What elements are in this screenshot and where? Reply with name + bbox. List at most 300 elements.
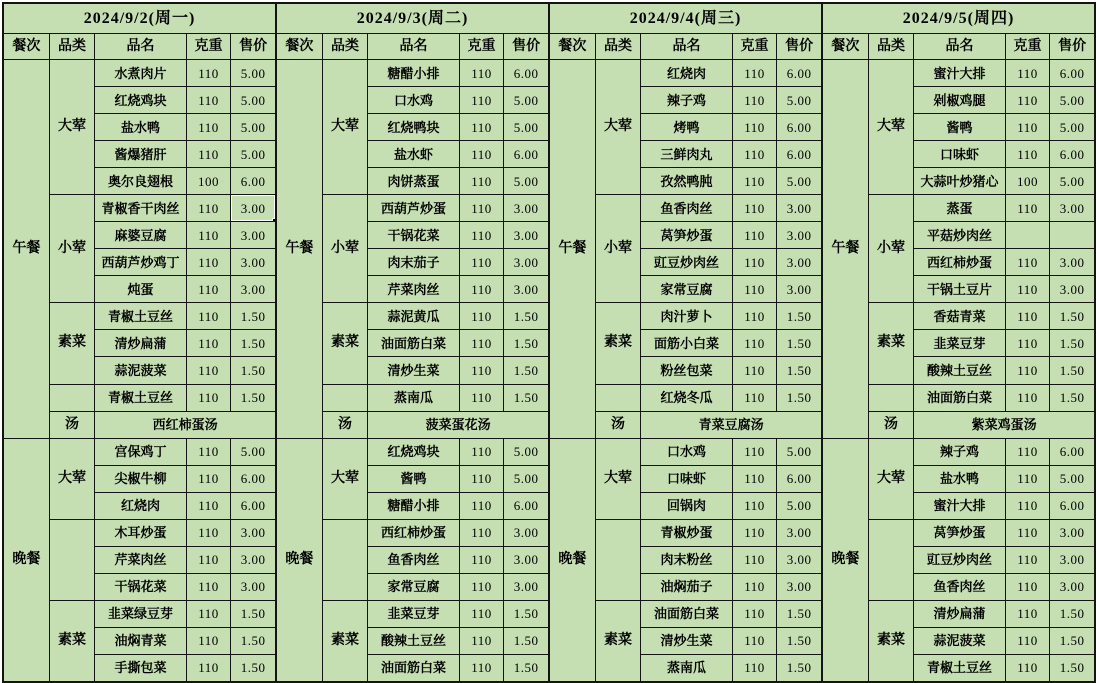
- category-cell-empty[interactable]: [596, 385, 641, 411]
- soup-name-cell[interactable]: 青菜豆腐汤: [641, 412, 821, 438]
- category-cell[interactable]: 素菜: [323, 303, 368, 383]
- dish-name-cell[interactable]: 盐水虾: [368, 141, 458, 167]
- dish-name-cell[interactable]: 烤鸭: [641, 114, 731, 140]
- weight-cell[interactable]: 110: [460, 87, 504, 113]
- weight-cell[interactable]: 110: [187, 249, 231, 275]
- weight-cell[interactable]: 110: [1006, 385, 1050, 411]
- price-cell[interactable]: 3.00: [504, 574, 548, 600]
- price-cell[interactable]: 3.00: [777, 222, 821, 248]
- price-cell[interactable]: 3.00: [504, 276, 548, 302]
- weight-cell[interactable]: 110: [1006, 493, 1050, 519]
- price-cell[interactable]: 6.00: [504, 141, 548, 167]
- dish-name-cell[interactable]: 口味虾: [641, 466, 731, 492]
- weight-cell[interactable]: 110: [187, 601, 231, 627]
- weight-cell[interactable]: 110: [187, 385, 231, 411]
- dish-name-cell[interactable]: 豇豆炒肉丝: [914, 547, 1004, 573]
- price-cell[interactable]: [1050, 222, 1094, 248]
- dish-name-cell[interactable]: 酱鸭: [914, 114, 1004, 140]
- dish-name-cell[interactable]: 奥尔良翅根: [95, 168, 185, 194]
- price-cell[interactable]: 1.50: [231, 330, 275, 356]
- weight-cell[interactable]: 110: [187, 547, 231, 573]
- weight-cell[interactable]: 110: [460, 547, 504, 573]
- column-header-category[interactable]: 品类: [323, 34, 368, 59]
- dish-name-cell[interactable]: 家常豆腐: [641, 276, 731, 302]
- dish-name-cell[interactable]: 粉丝包菜: [641, 357, 731, 383]
- dish-name-cell[interactable]: 红烧鸭块: [368, 114, 458, 140]
- price-cell[interactable]: 1.50: [504, 655, 548, 681]
- price-cell[interactable]: 1.50: [231, 357, 275, 383]
- selected-cell[interactable]: 3.00: [231, 195, 275, 221]
- weight-cell[interactable]: 110: [733, 628, 777, 654]
- weight-cell[interactable]: 110: [187, 439, 231, 465]
- weight-cell[interactable]: 110: [733, 547, 777, 573]
- price-cell[interactable]: 1.50: [231, 601, 275, 627]
- dish-name-cell[interactable]: 油面筋白菜: [368, 330, 458, 356]
- dish-name-cell[interactable]: 芹菜肉丝: [95, 547, 185, 573]
- weight-cell[interactable]: 110: [187, 195, 231, 221]
- weight-cell[interactable]: 100: [187, 168, 231, 194]
- weight-cell[interactable]: 110: [1006, 195, 1050, 221]
- dish-name-cell[interactable]: 红烧肉: [95, 493, 185, 519]
- dish-name-cell[interactable]: 清炒生菜: [368, 357, 458, 383]
- price-cell[interactable]: 3.00: [1050, 249, 1094, 275]
- category-cell[interactable]: 大荤: [869, 439, 914, 519]
- category-cell[interactable]: 大荤: [323, 439, 368, 519]
- weight-cell[interactable]: 110: [1006, 249, 1050, 275]
- price-cell[interactable]: 3.00: [777, 547, 821, 573]
- column-header-dish[interactable]: 品名: [95, 34, 185, 59]
- category-cell[interactable]: 素菜: [323, 601, 368, 681]
- weight-cell[interactable]: 110: [460, 601, 504, 627]
- weight-cell[interactable]: 110: [187, 87, 231, 113]
- weight-cell[interactable]: 110: [733, 385, 777, 411]
- weight-cell[interactable]: 110: [733, 330, 777, 356]
- price-cell[interactable]: 1.50: [231, 385, 275, 411]
- price-cell[interactable]: 1.50: [1050, 385, 1094, 411]
- weight-cell[interactable]: 110: [1006, 87, 1050, 113]
- meal-cell[interactable]: 午餐: [823, 60, 868, 438]
- weight-cell[interactable]: 110: [460, 655, 504, 681]
- dish-name-cell[interactable]: 清炒扁蒲: [914, 601, 1004, 627]
- dish-name-cell[interactable]: 芹菜肉丝: [368, 276, 458, 302]
- dish-name-cell[interactable]: 油面筋白菜: [641, 601, 731, 627]
- weight-cell[interactable]: 110: [460, 276, 504, 302]
- weight-cell[interactable]: 110: [733, 141, 777, 167]
- column-header-dish[interactable]: 品名: [914, 34, 1004, 59]
- column-header-weight[interactable]: 克重: [733, 34, 777, 59]
- soup-name-cell[interactable]: 紫菜鸡蛋汤: [914, 412, 1094, 438]
- weight-cell[interactable]: 110: [1006, 628, 1050, 654]
- price-cell[interactable]: 6.00: [1050, 141, 1094, 167]
- price-cell[interactable]: 5.00: [777, 87, 821, 113]
- price-cell[interactable]: 1.50: [231, 303, 275, 329]
- weight-cell[interactable]: 110: [733, 168, 777, 194]
- price-cell[interactable]: 6.00: [504, 60, 548, 86]
- weight-cell[interactable]: 110: [187, 628, 231, 654]
- category-cell[interactable]: 素菜: [596, 601, 641, 681]
- weight-cell[interactable]: 110: [1006, 547, 1050, 573]
- column-header-price[interactable]: 售价: [777, 34, 821, 59]
- price-cell[interactable]: 1.50: [777, 357, 821, 383]
- date-title[interactable]: 2024/9/4(周三): [550, 4, 821, 33]
- price-cell[interactable]: 1.50: [777, 303, 821, 329]
- weight-cell[interactable]: 110: [187, 655, 231, 681]
- price-cell[interactable]: 3.00: [1050, 547, 1094, 573]
- dish-name-cell[interactable]: 莴笋炒蛋: [914, 520, 1004, 546]
- column-header-price[interactable]: 售价: [1050, 34, 1094, 59]
- weight-cell[interactable]: 110: [187, 520, 231, 546]
- weight-cell[interactable]: 110: [187, 141, 231, 167]
- price-cell[interactable]: 3.00: [1050, 574, 1094, 600]
- column-header-weight[interactable]: 克重: [460, 34, 504, 59]
- price-cell[interactable]: 3.00: [1050, 276, 1094, 302]
- category-cell[interactable]: 小荤: [323, 195, 368, 302]
- meal-cell[interactable]: 晚餐: [550, 439, 595, 681]
- dish-name-cell[interactable]: 蒜泥黄瓜: [368, 303, 458, 329]
- dish-name-cell[interactable]: 盐水鸭: [95, 114, 185, 140]
- price-cell[interactable]: 3.00: [231, 249, 275, 275]
- dish-name-cell[interactable]: 韭菜豆芽: [368, 601, 458, 627]
- price-cell[interactable]: 1.50: [504, 303, 548, 329]
- column-header-price[interactable]: 售价: [231, 34, 275, 59]
- dish-name-cell[interactable]: 青椒土豆丝: [95, 303, 185, 329]
- price-cell[interactable]: 6.00: [1050, 493, 1094, 519]
- dish-name-cell[interactable]: 清炒扁蒲: [95, 330, 185, 356]
- price-cell[interactable]: 1.50: [777, 601, 821, 627]
- price-cell[interactable]: 5.00: [1050, 87, 1094, 113]
- category-cell-empty[interactable]: [323, 385, 368, 411]
- dish-name-cell[interactable]: 酱鸭: [368, 466, 458, 492]
- weight-cell[interactable]: 110: [1006, 276, 1050, 302]
- weight-cell[interactable]: 110: [733, 357, 777, 383]
- column-header-category[interactable]: 品类: [869, 34, 914, 59]
- price-cell[interactable]: 1.50: [504, 385, 548, 411]
- weight-cell[interactable]: 110: [187, 466, 231, 492]
- weight-cell[interactable]: 110: [460, 303, 504, 329]
- dish-name-cell[interactable]: 鱼香肉丝: [368, 547, 458, 573]
- weight-cell[interactable]: 110: [733, 195, 777, 221]
- dish-name-cell[interactable]: 尖椒牛柳: [95, 466, 185, 492]
- weight-cell[interactable]: 110: [187, 330, 231, 356]
- dish-name-cell[interactable]: 青椒香干肉丝: [95, 195, 185, 221]
- price-cell[interactable]: 5.00: [231, 439, 275, 465]
- soup-name-cell[interactable]: 菠菜蛋花汤: [368, 412, 548, 438]
- dish-name-cell[interactable]: 干锅土豆片: [914, 276, 1004, 302]
- weight-cell[interactable]: 110: [460, 222, 504, 248]
- category-cell[interactable]: 素菜: [50, 601, 95, 681]
- dish-name-cell[interactable]: 剁椒鸡腿: [914, 87, 1004, 113]
- weight-cell[interactable]: 110: [733, 114, 777, 140]
- meal-cell[interactable]: 午餐: [550, 60, 595, 438]
- price-cell[interactable]: 1.50: [1050, 628, 1094, 654]
- meal-cell[interactable]: 晚餐: [4, 439, 49, 681]
- dish-name-cell[interactable]: 蒸蛋: [914, 195, 1004, 221]
- price-cell[interactable]: 3.00: [504, 547, 548, 573]
- price-cell[interactable]: 3.00: [777, 249, 821, 275]
- weight-cell[interactable]: 110: [187, 60, 231, 86]
- weight-cell[interactable]: 110: [1006, 655, 1050, 681]
- dish-name-cell[interactable]: 豇豆炒肉丝: [641, 249, 731, 275]
- weight-cell[interactable]: 110: [187, 303, 231, 329]
- price-cell[interactable]: 5.00: [777, 493, 821, 519]
- dish-name-cell[interactable]: 蜜汁大排: [914, 493, 1004, 519]
- column-header-category[interactable]: 品类: [50, 34, 95, 59]
- weight-cell[interactable]: 110: [460, 195, 504, 221]
- dish-name-cell[interactable]: 莴笋炒蛋: [641, 222, 731, 248]
- price-cell[interactable]: 6.00: [777, 466, 821, 492]
- dish-name-cell[interactable]: 香菇青菜: [914, 303, 1004, 329]
- dish-name-cell[interactable]: 家常豆腐: [368, 574, 458, 600]
- price-cell[interactable]: 1.50: [777, 655, 821, 681]
- weight-cell[interactable]: 110: [733, 520, 777, 546]
- price-cell[interactable]: 6.00: [1050, 60, 1094, 86]
- price-cell[interactable]: 1.50: [504, 330, 548, 356]
- date-title[interactable]: 2024/9/5(周四): [823, 4, 1094, 33]
- column-header-category[interactable]: 品类: [596, 34, 641, 59]
- price-cell[interactable]: 1.50: [1050, 601, 1094, 627]
- weight-cell[interactable]: 110: [733, 222, 777, 248]
- dish-name-cell[interactable]: 糖醋小排: [368, 493, 458, 519]
- price-cell[interactable]: 5.00: [504, 168, 548, 194]
- weight-cell[interactable]: 110: [460, 520, 504, 546]
- meal-cell[interactable]: 午餐: [277, 60, 322, 438]
- price-cell[interactable]: 1.50: [777, 330, 821, 356]
- dish-name-cell[interactable]: 干锅花菜: [368, 222, 458, 248]
- weight-cell[interactable]: 110: [460, 330, 504, 356]
- weight-cell[interactable]: 110: [1006, 520, 1050, 546]
- category-cell[interactable]: 素菜: [50, 303, 95, 383]
- weight-cell[interactable]: 110: [1006, 114, 1050, 140]
- price-cell[interactable]: 3.00: [777, 276, 821, 302]
- category-cell[interactable]: 小荤: [596, 195, 641, 302]
- soup-name-cell[interactable]: 西红柿蛋汤: [95, 412, 275, 438]
- price-cell[interactable]: 1.50: [1050, 357, 1094, 383]
- category-cell[interactable]: 大荤: [50, 439, 95, 519]
- dish-name-cell[interactable]: 麻婆豆腐: [95, 222, 185, 248]
- dish-name-cell[interactable]: 蒜泥菠菜: [914, 628, 1004, 654]
- category-cell-empty[interactable]: [50, 520, 95, 600]
- column-header-meal[interactable]: 餐次: [550, 34, 595, 59]
- column-header-dish[interactable]: 品名: [641, 34, 731, 59]
- meal-cell[interactable]: 晚餐: [823, 439, 868, 681]
- weight-cell[interactable]: 110: [1006, 357, 1050, 383]
- weight-cell[interactable]: 110: [733, 655, 777, 681]
- weight-cell[interactable]: 110: [460, 249, 504, 275]
- dish-name-cell[interactable]: 青椒土豆丝: [914, 655, 1004, 681]
- price-cell[interactable]: 3.00: [231, 520, 275, 546]
- weight-cell[interactable]: 110: [1006, 601, 1050, 627]
- category-cell[interactable]: 素菜: [869, 601, 914, 681]
- dish-name-cell[interactable]: 油焖青菜: [95, 628, 185, 654]
- price-cell[interactable]: 5.00: [504, 114, 548, 140]
- price-cell[interactable]: 5.00: [231, 60, 275, 86]
- dish-name-cell[interactable]: 油焖茄子: [641, 574, 731, 600]
- date-title[interactable]: 2024/9/2(周一): [4, 4, 275, 33]
- category-cell[interactable]: 大荤: [869, 60, 914, 194]
- column-header-weight[interactable]: 克重: [1006, 34, 1050, 59]
- price-cell[interactable]: 1.50: [1050, 330, 1094, 356]
- dish-name-cell[interactable]: 宫保鸡丁: [95, 439, 185, 465]
- price-cell[interactable]: 3.00: [504, 222, 548, 248]
- dish-name-cell[interactable]: 油面筋白菜: [914, 385, 1004, 411]
- price-cell[interactable]: 6.00: [231, 466, 275, 492]
- price-cell[interactable]: 1.50: [504, 357, 548, 383]
- dish-name-cell[interactable]: 炖蛋: [95, 276, 185, 302]
- column-header-meal[interactable]: 餐次: [4, 34, 49, 59]
- price-cell[interactable]: 3.00: [504, 520, 548, 546]
- dish-name-cell[interactable]: 平菇炒肉丝: [914, 222, 1004, 248]
- price-cell[interactable]: 3.00: [231, 276, 275, 302]
- price-cell[interactable]: 6.00: [777, 60, 821, 86]
- category-cell-empty[interactable]: [869, 520, 914, 600]
- dish-name-cell[interactable]: 肉末茄子: [368, 249, 458, 275]
- price-cell[interactable]: 1.50: [504, 628, 548, 654]
- dish-name-cell[interactable]: 红烧肉: [641, 60, 731, 86]
- dish-name-cell[interactable]: 肉饼蒸蛋: [368, 168, 458, 194]
- price-cell[interactable]: 1.50: [231, 655, 275, 681]
- price-cell[interactable]: 3.00: [504, 249, 548, 275]
- weight-cell[interactable]: 110: [460, 466, 504, 492]
- price-cell[interactable]: 3.00: [777, 574, 821, 600]
- dish-name-cell[interactable]: 辣子鸡: [641, 87, 731, 113]
- weight-cell[interactable]: 110: [460, 60, 504, 86]
- price-cell[interactable]: 6.00: [231, 493, 275, 519]
- price-cell[interactable]: 3.00: [777, 520, 821, 546]
- column-header-price[interactable]: 售价: [504, 34, 548, 59]
- dish-name-cell[interactable]: 西红柿炒蛋: [368, 520, 458, 546]
- weight-cell[interactable]: 110: [1006, 141, 1050, 167]
- weight-cell[interactable]: 100: [1006, 168, 1050, 194]
- price-cell[interactable]: 5.00: [777, 168, 821, 194]
- category-cell-empty[interactable]: [869, 385, 914, 411]
- dish-name-cell[interactable]: 西葫芦炒蛋: [368, 195, 458, 221]
- weight-cell[interactable]: 110: [1006, 60, 1050, 86]
- column-header-dish[interactable]: 品名: [368, 34, 458, 59]
- price-cell[interactable]: 3.00: [231, 222, 275, 248]
- weight-cell[interactable]: 110: [1006, 330, 1050, 356]
- weight-cell[interactable]: 110: [187, 276, 231, 302]
- price-cell[interactable]: 6.00: [504, 493, 548, 519]
- price-cell[interactable]: 5.00: [1050, 466, 1094, 492]
- dish-name-cell[interactable]: 西葫芦炒鸡丁: [95, 249, 185, 275]
- category-cell[interactable]: 小荤: [869, 195, 914, 302]
- dish-name-cell[interactable]: 三鲜肉丸: [641, 141, 731, 167]
- price-cell[interactable]: 6.00: [1050, 439, 1094, 465]
- dish-name-cell[interactable]: 清炒生菜: [641, 628, 731, 654]
- weight-cell[interactable]: 110: [460, 141, 504, 167]
- price-cell[interactable]: 3.00: [777, 195, 821, 221]
- dish-name-cell[interactable]: 孜然鸭肫: [641, 168, 731, 194]
- dish-name-cell[interactable]: 大蒜叶炒猪心: [914, 168, 1004, 194]
- dish-name-cell[interactable]: 肉汁萝卜: [641, 303, 731, 329]
- dish-name-cell[interactable]: 酸辣土豆丝: [914, 357, 1004, 383]
- price-cell[interactable]: 1.50: [777, 628, 821, 654]
- dish-name-cell[interactable]: 韭菜豆芽: [914, 330, 1004, 356]
- price-cell[interactable]: 3.00: [231, 574, 275, 600]
- category-cell[interactable]: 大荤: [596, 60, 641, 194]
- price-cell[interactable]: 1.50: [777, 385, 821, 411]
- dish-name-cell[interactable]: 青椒土豆丝: [95, 385, 185, 411]
- weight-cell[interactable]: 110: [460, 385, 504, 411]
- weight-cell[interactable]: 110: [733, 439, 777, 465]
- weight-cell[interactable]: 110: [460, 114, 504, 140]
- dish-name-cell[interactable]: 糖醋小排: [368, 60, 458, 86]
- weight-cell[interactable]: 110: [187, 357, 231, 383]
- price-cell[interactable]: 6.00: [777, 141, 821, 167]
- weight-cell[interactable]: 110: [187, 222, 231, 248]
- price-cell[interactable]: 5.00: [231, 114, 275, 140]
- category-cell-empty[interactable]: [50, 385, 95, 411]
- weight-cell[interactable]: 110: [460, 493, 504, 519]
- weight-cell[interactable]: 110: [460, 357, 504, 383]
- price-cell[interactable]: 1.50: [231, 628, 275, 654]
- category-cell[interactable]: 大荤: [50, 60, 95, 194]
- dish-name-cell[interactable]: 回锅肉: [641, 493, 731, 519]
- weight-cell[interactable]: 110: [187, 114, 231, 140]
- dish-name-cell[interactable]: 油面筋白菜: [368, 655, 458, 681]
- dish-name-cell[interactable]: 青椒炒蛋: [641, 520, 731, 546]
- weight-cell[interactable]: 110: [733, 303, 777, 329]
- weight-cell[interactable]: 110: [733, 276, 777, 302]
- price-cell[interactable]: 5.00: [504, 466, 548, 492]
- price-cell[interactable]: 5.00: [1050, 114, 1094, 140]
- category-cell[interactable]: 大荤: [323, 60, 368, 194]
- price-cell[interactable]: 1.50: [1050, 655, 1094, 681]
- weight-cell[interactable]: 110: [187, 493, 231, 519]
- weight-cell[interactable]: [1006, 222, 1050, 248]
- soup-category-cell[interactable]: 汤: [596, 412, 641, 438]
- dish-name-cell[interactable]: 酸辣土豆丝: [368, 628, 458, 654]
- dish-name-cell[interactable]: 蒸南瓜: [368, 385, 458, 411]
- category-cell[interactable]: 素菜: [596, 303, 641, 383]
- dish-name-cell[interactable]: 口味虾: [914, 141, 1004, 167]
- price-cell[interactable]: 1.50: [1050, 303, 1094, 329]
- price-cell[interactable]: 3.00: [1050, 520, 1094, 546]
- dish-name-cell[interactable]: 西红柿炒蛋: [914, 249, 1004, 275]
- dish-name-cell[interactable]: 蒜泥菠菜: [95, 357, 185, 383]
- dish-name-cell[interactable]: 红烧鸡块: [368, 439, 458, 465]
- column-header-meal[interactable]: 餐次: [823, 34, 868, 59]
- price-cell[interactable]: 5.00: [504, 439, 548, 465]
- weight-cell[interactable]: 110: [460, 439, 504, 465]
- price-cell[interactable]: 5.00: [504, 87, 548, 113]
- weight-cell[interactable]: 110: [1006, 303, 1050, 329]
- dish-name-cell[interactable]: 手撕包菜: [95, 655, 185, 681]
- dish-name-cell[interactable]: 干锅花菜: [95, 574, 185, 600]
- weight-cell[interactable]: 110: [733, 574, 777, 600]
- weight-cell[interactable]: 110: [460, 168, 504, 194]
- price-cell[interactable]: 3.00: [231, 547, 275, 573]
- price-cell[interactable]: 5.00: [1050, 168, 1094, 194]
- price-cell[interactable]: 6.00: [231, 168, 275, 194]
- dish-name-cell[interactable]: 蜜汁大排: [914, 60, 1004, 86]
- dish-name-cell[interactable]: 口水鸡: [641, 439, 731, 465]
- weight-cell[interactable]: 110: [1006, 574, 1050, 600]
- dish-name-cell[interactable]: 肉末粉丝: [641, 547, 731, 573]
- dish-name-cell[interactable]: 红烧冬瓜: [641, 385, 731, 411]
- category-cell-empty[interactable]: [596, 520, 641, 600]
- meal-cell[interactable]: 晚餐: [277, 439, 322, 681]
- price-cell[interactable]: 3.00: [1050, 195, 1094, 221]
- weight-cell[interactable]: 110: [733, 601, 777, 627]
- soup-category-cell[interactable]: 汤: [869, 412, 914, 438]
- dish-name-cell[interactable]: 面筋小白菜: [641, 330, 731, 356]
- dish-name-cell[interactable]: 韭菜绿豆芽: [95, 601, 185, 627]
- dish-name-cell[interactable]: 蒸南瓜: [641, 655, 731, 681]
- dish-name-cell[interactable]: 鱼香肉丝: [914, 574, 1004, 600]
- soup-category-cell[interactable]: 汤: [50, 412, 95, 438]
- price-cell[interactable]: 1.50: [504, 601, 548, 627]
